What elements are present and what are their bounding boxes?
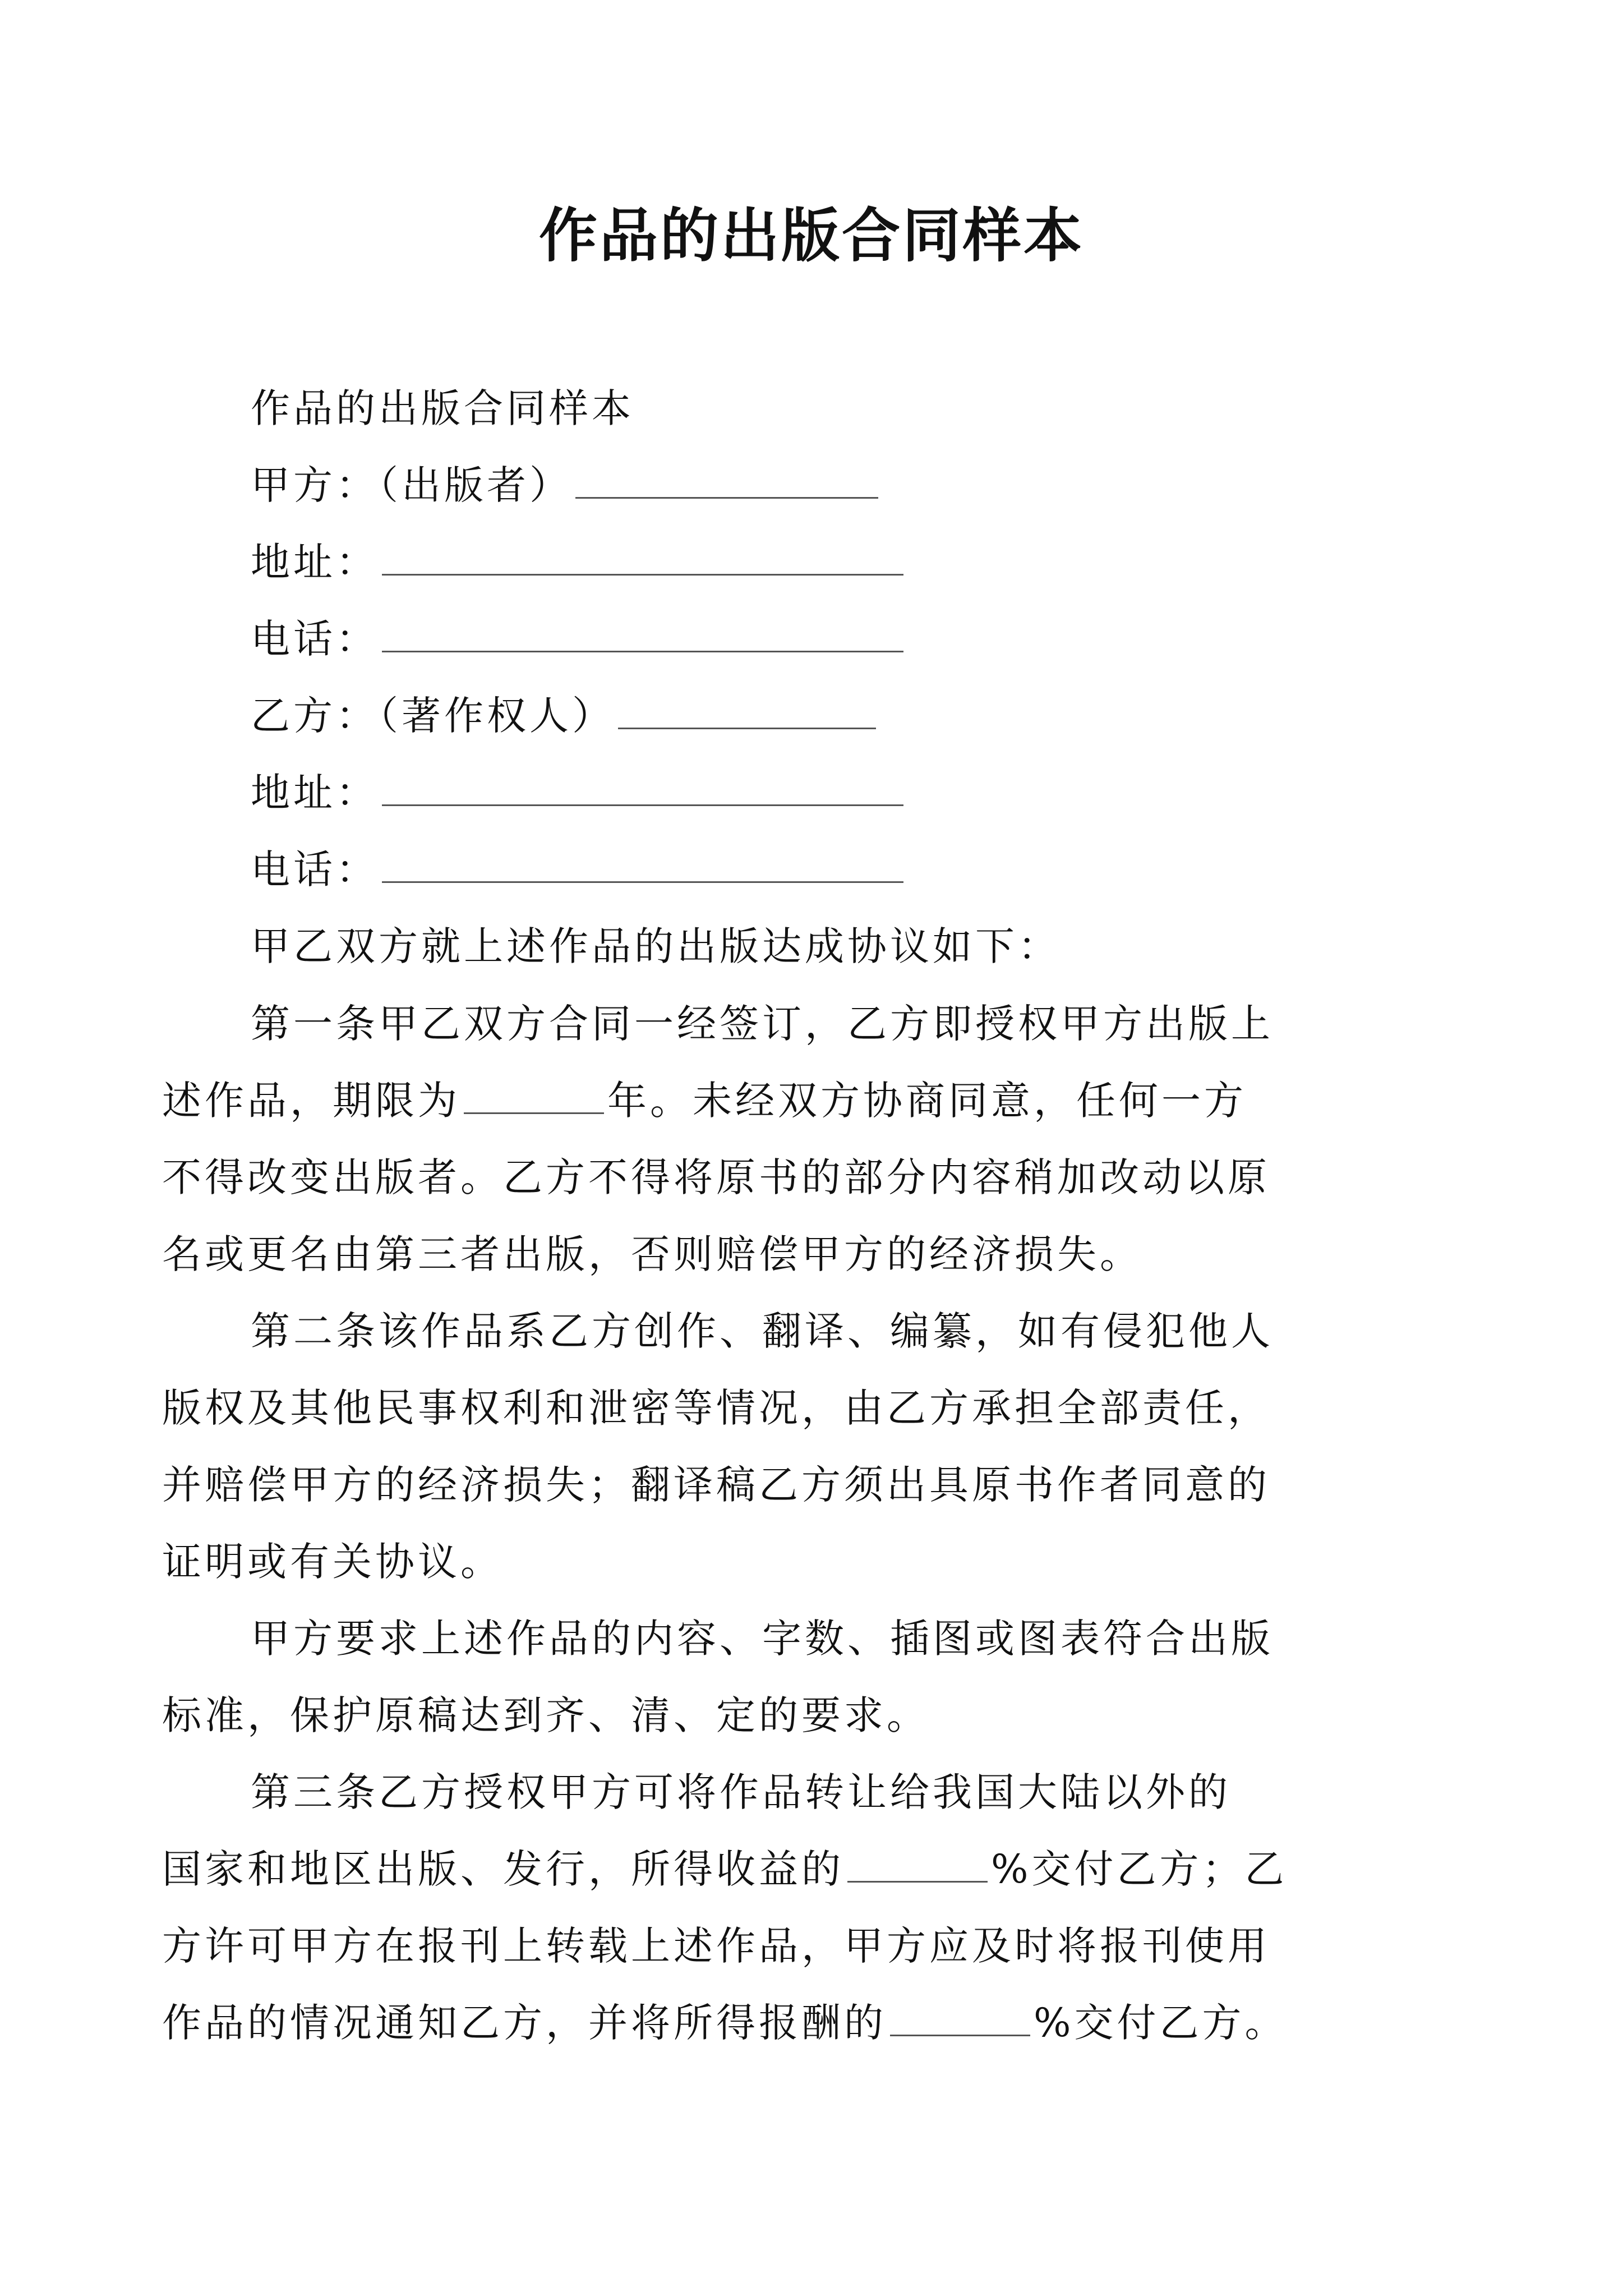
- requirement-line1: 甲方要求上述作品的内容、字数、插图或图表符合出版: [251, 1616, 1274, 1662]
- party-b-phone-line: [251, 831, 1395, 908]
- document-body: [251, 370, 1395, 985]
- article2-line4: 证明或有关协议。: [162, 1539, 503, 1585]
- party-b-address-line: [251, 754, 1395, 831]
- article2-line1: 第二条该作品系乙方创作、翻译、编纂，如有侵犯他人: [251, 1308, 1274, 1354]
- party-b-phone-label: 电话：: [251, 846, 379, 892]
- party-a-address-blank: [382, 530, 903, 576]
- party-a-name-blank: [575, 453, 878, 499]
- article1-line4: 名或更名由第三者出版，否则赔偿甲方的经济损失。: [162, 1231, 1142, 1277]
- article1-line3: 不得改变出版者。乙方不得将原书的部分内容稍加改动以原: [162, 1154, 1270, 1200]
- party-b-address-blank: [382, 761, 903, 806]
- party-a-label: 甲方：（出版者）: [251, 462, 572, 508]
- revenue-percent-blank: [847, 1837, 988, 1883]
- article1-term-prefix: 述作品，期限为: [162, 1078, 460, 1124]
- article1-term-suffix: 年。未经双方协商同意，任何一方: [607, 1078, 1247, 1124]
- fee-percent-blank: [890, 1991, 1030, 2036]
- intro-paragraph: 甲乙双方就上述作品的出版达成协议如下：: [251, 923, 1061, 969]
- article2-line2: 版权及其他民事权利和泄密等情况，由乙方承担全部责任，: [162, 1385, 1270, 1431]
- party-a-phone-line: [251, 601, 1395, 678]
- contract-term-blank: [464, 1069, 604, 1114]
- party-b-phone-blank: [382, 838, 903, 883]
- article3-revenue-prefix: 国家和地区出版、发行，所得收益的: [162, 1846, 844, 1892]
- article3-line2: [162, 1831, 1428, 1908]
- requirement-line2: 标准，保护原稿达到齐、清、定的要求。: [162, 1692, 929, 1738]
- article3-line1: 第三条乙方授权甲方可将作品转让给我国大陆以外的: [251, 1769, 1231, 1815]
- article3-revenue-suffix: %交付乙方；乙: [991, 1846, 1288, 1892]
- article3-fee-suffix: %交付乙方。: [1034, 2000, 1288, 2046]
- party-a-phone-label: 电话：: [251, 616, 379, 662]
- party-b-line: [251, 678, 1395, 754]
- article1-line2: [162, 1062, 1428, 1139]
- article3-line4: [162, 1985, 1428, 2062]
- party-b-address-label: 地址：: [251, 770, 379, 816]
- party-a-phone-blank: [382, 607, 903, 652]
- article1-line1: 第一条甲乙双方合同一经签订，乙方即授权甲方出版上: [251, 1001, 1274, 1047]
- party-a-address-label: 地址：: [251, 539, 379, 585]
- article3-line3: 方许可甲方在报刊上转载上述作品，甲方应及时将报刊使用: [162, 1923, 1270, 1969]
- article2-line3: 并赔偿甲方的经济损失；翻译稿乙方须出具原书作者同意的: [162, 1462, 1270, 1508]
- article3-fee-prefix: 作品的情况通知乙方，并将所得报酬的: [162, 2000, 887, 2046]
- party-b-name-blank: [618, 684, 876, 729]
- party-a-line: [251, 447, 1395, 524]
- party-a-address-line: [251, 524, 1395, 601]
- document-title: 作品的出版合同样本: [538, 201, 1084, 270]
- document-subtitle: 作品的出版合同样本: [251, 385, 634, 431]
- clauses: [162, 986, 1428, 2062]
- party-b-label: 乙方：（著作权人）: [251, 693, 615, 739]
